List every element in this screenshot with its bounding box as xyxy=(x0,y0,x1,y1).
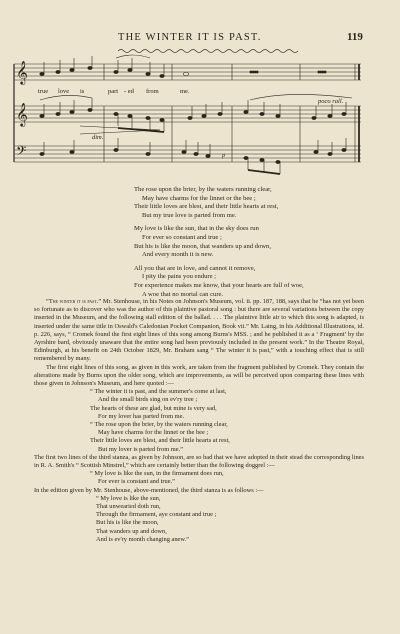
verse-line: May have charms for the linnet or the bee ; xyxy=(142,194,256,202)
editorial-notes xyxy=(34,298,364,544)
dynamic-dim: dim. xyxy=(92,134,104,141)
note-title: “The winter it is past.” xyxy=(46,298,102,305)
stanza xyxy=(134,265,384,299)
verse-line: My love is like the sun, that in the sky does run xyxy=(134,225,259,233)
lyric-syllable: part xyxy=(108,88,119,95)
quoted-line: For ever is constant and true.” xyxy=(98,478,176,486)
quoted-line: That wanders up and down, xyxy=(96,527,167,535)
quoted-verse xyxy=(34,388,364,454)
verse-line: For experience makes me know, that your hearts are full of woe, xyxy=(134,281,304,289)
quoted-line: Their little loves are blest, and their little hearts at rest, xyxy=(90,437,230,445)
song-stanzas xyxy=(134,186,384,304)
quoted-line: For my lover has parted from me. xyxy=(98,412,185,420)
note-paragraph: The first eight lines of this song, as given in this work, are taken from the fragment published by Cromek. They contain the alterations made by Burns upon the older song, which are improvements, as will be perceived upon comparing these lines with those given in Johnson's Museum, and here quoted :— xyxy=(34,363,364,388)
quoted-verse xyxy=(34,495,364,544)
lyric-syllable: - ed xyxy=(124,88,134,95)
quoted-line: But his is like the moon, xyxy=(96,519,159,527)
quoted-line: And is ev'ry month changing anew.” xyxy=(96,535,190,543)
quoted-line: May have charms for the linnet or the bee ; xyxy=(98,429,209,437)
quoted-line: “ The winter it is past, and the summer's come at last, xyxy=(90,388,227,396)
quoted-verse xyxy=(34,470,364,486)
treble-clef-icon: 𝄞 xyxy=(16,62,28,84)
verse-line: And every month it is new. xyxy=(142,251,214,259)
quoted-line: “ My love is like the sun, in the firmament does run, xyxy=(90,470,224,478)
verse-line: A woe that no mortal can cure. xyxy=(142,290,224,298)
verse-line: All you that are in love, and cannot it remove, xyxy=(134,264,256,272)
verse-line: I pity the pains you endure ; xyxy=(142,273,216,281)
note-paragraph: In the edition given by Mr. Stenhouse, above-mentioned, the third stanza is as follows :— xyxy=(34,486,264,494)
quoted-line: “ My love is like the sun, xyxy=(96,494,161,502)
quoted-line: That unwearied doth run, xyxy=(96,503,161,511)
note-paragraph xyxy=(34,298,364,364)
note-text: Mr. Stenhouse, in his Notes on Johnson's Museum, vol. ii. pp. 187, 188, says that he “has not yet been so fortunate as to discover who was the author of this plaintive pastoral song : but there are several variations between the copy inserted in the Museum, and the following stall edition of the ballad. . . . The plaintive little air to which this song is adapted, is inserted under the same title in Oswald's Caledonian Pocket Companion, Book vii.” Mr. Laing, in his Additional Illustrations, id. p. 226, says, “ Cromek found the first eight lines of this song among Burns's MSS. ; and he published it as a ‘ Fragment’ by the Ayrshire bard, obviously unaware that the entire song had been previously included in the present work.” In the Theatre Royal, Edinburgh, at his benefit on 24th October 1829, Mr. Braham sang “ The winter it is past,” with a touching effect that is still remembered by many. xyxy=(34,298,364,363)
bass-clef-icon: 𝄢 xyxy=(16,145,27,162)
dynamic-piano: p xyxy=(222,152,226,159)
lyric-syllable: from xyxy=(146,88,159,95)
page-number: 119 xyxy=(347,31,363,43)
lyric-syllable: true xyxy=(38,88,49,95)
verse-line: The rose upon the brier, by the waters running clear, xyxy=(134,186,272,193)
quoted-line: And the small birds sing on ev'ry tree ; xyxy=(98,396,198,404)
quoted-line: The hearts of these are glad, but mine is very sad, xyxy=(90,404,217,412)
page-heading: THE WINTER IT IS PAST. xyxy=(118,32,262,43)
quoted-line: “ The rose upon the brier, by the waters running clear, xyxy=(90,421,228,429)
stanza xyxy=(134,225,384,259)
dynamic-poco-rall: poco rall. xyxy=(318,98,344,105)
stanza xyxy=(134,186,384,220)
verse-line: But his is like the moon, that wanders up and down, xyxy=(134,242,271,250)
note-paragraph: The first two lines of the third stanza, as given by Johnson, are so bad that we have adopted in their stead the corresponding lines in R. A. Smith's “ Scottish Minstrel,” which are certainly better than the following doggrel :— xyxy=(34,453,364,470)
lyric-syllable: love xyxy=(58,88,70,95)
lyric-syllable: me. xyxy=(180,88,190,95)
treble-clef-icon: 𝄞 xyxy=(16,104,28,126)
quoted-line: But my lover is parted from me.” xyxy=(98,445,184,453)
verse-line: But my true love is parted from me. xyxy=(142,211,237,219)
music-notation xyxy=(0,44,400,184)
music-score xyxy=(0,44,400,184)
lyric-syllable: is xyxy=(80,88,85,95)
verse-line: Their little loves are blest, and their little hearts at rest, xyxy=(134,203,279,211)
ornament-rule xyxy=(118,50,298,53)
voice-notes xyxy=(40,56,326,78)
verse-line: For ever so constant and true ; xyxy=(142,233,222,241)
quoted-line: Through the firmament, aye constant and true ; xyxy=(96,511,217,519)
